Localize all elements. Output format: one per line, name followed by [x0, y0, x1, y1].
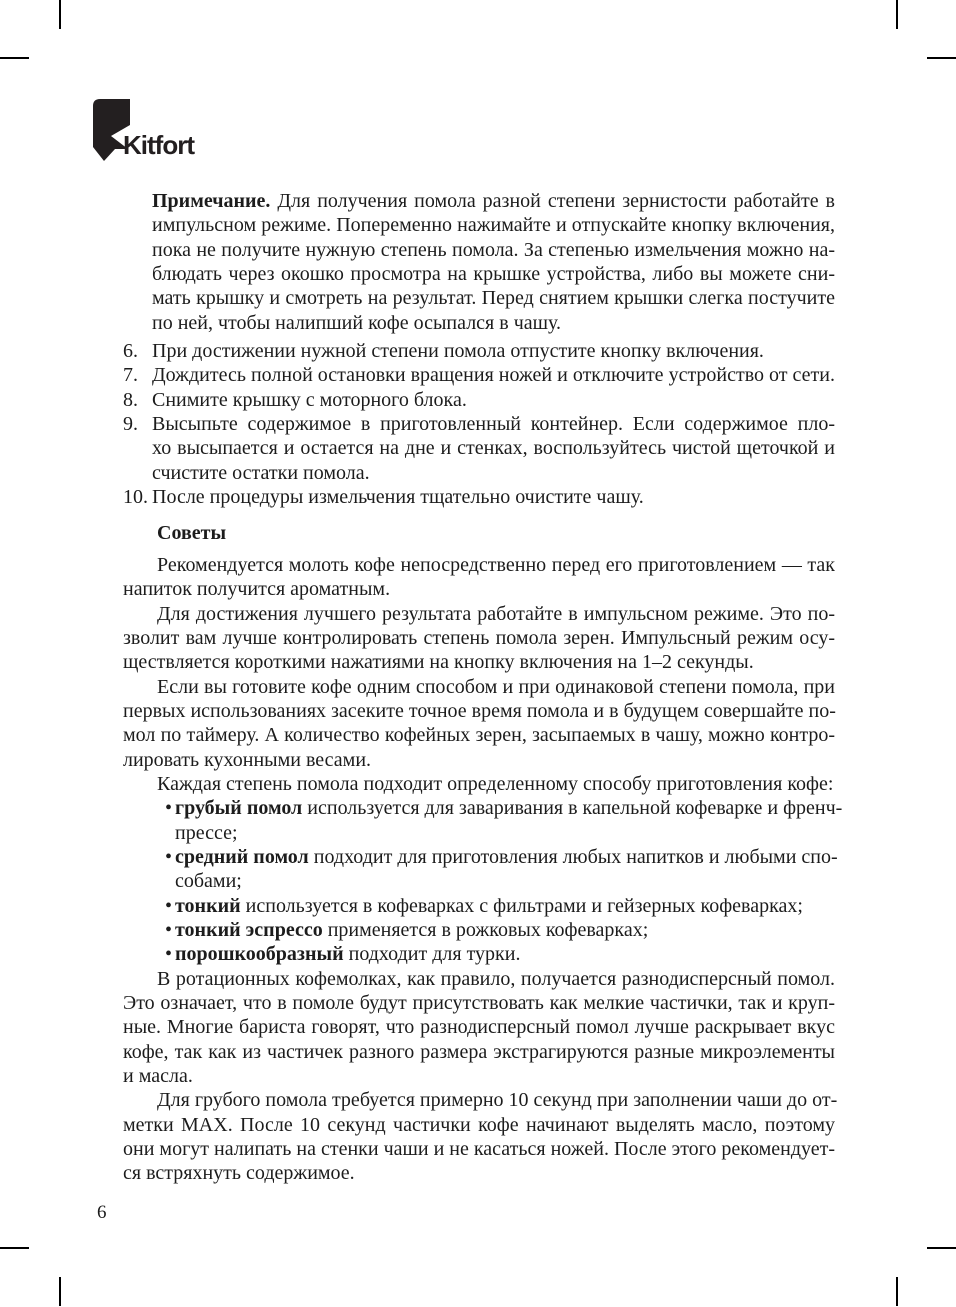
text-line: прессе;: [175, 821, 238, 844]
list-item-number: 6.: [123, 340, 138, 363]
bullet-item: [123, 918, 835, 942]
paragraph: [123, 1088, 838, 1185]
text-line: Каждая степень помола подходит определенному способу приготовления кофе:: [157, 772, 834, 795]
list-item: [123, 363, 835, 387]
bullet-item: [123, 894, 835, 918]
kitfort-logo: [93, 99, 203, 163]
crop-mark-bottom-left-v: [59, 1277, 61, 1306]
text-line: кофе, так как из частичек разного размера экстрагируются разные микроэлементы: [123, 1040, 835, 1063]
paragraph: [123, 967, 835, 1089]
text-line: по ней, чтобы налипший кофе осыпался в чашу.: [152, 311, 562, 334]
list-item-number: 10.: [123, 486, 148, 509]
paragraph: [123, 553, 835, 602]
text-line: первых использованиях засеките точное время помола и в будущем совершайте по-: [123, 699, 836, 722]
numbered-list: [123, 339, 835, 509]
paragraph: [123, 602, 835, 675]
text-line: Дождитесь полной остановки вращения ножей и отключите устройство от сети.: [152, 364, 835, 387]
text-line: тонкий используется в кофеварках с фильтрами и гейзерных кофеварках;: [175, 894, 803, 917]
text-line: лировать кухонными весами.: [123, 748, 372, 771]
text-line: Снимите крышку с моторного блока.: [152, 388, 467, 411]
note-paragraph: [152, 189, 835, 335]
text-line: напиток получится ароматным.: [123, 578, 391, 601]
bullet-list: [123, 796, 843, 966]
text-line: Для грубого помола требуется примерно 10 секунд при заполнении чаши до от-: [157, 1089, 838, 1112]
bullet-item: [123, 942, 835, 966]
list-item: [123, 412, 835, 485]
text-line: После процедуры измельчения тщательно очистите чашу.: [152, 486, 644, 509]
list-item: [123, 485, 835, 509]
bullet-marker-icon: •: [165, 894, 173, 917]
bullet-marker-icon: •: [165, 918, 173, 941]
text-line: порошкообразный подходит для турки.: [175, 943, 521, 966]
text-line: импульсном режиме. Попеременно нажимайте и отпускайте кнопку включения,: [152, 214, 835, 237]
bullet-item: [123, 796, 843, 845]
text-line: ся встряхнуть содержимое.: [123, 1162, 355, 1185]
text-line: ществляется короткими нажатиями на кнопку включения на 1–2 секунды.: [123, 651, 754, 674]
text-line: хо высыпается и остается на дне и стенках, воспользуйтесь чистой щеточкой и: [152, 437, 835, 460]
text-line: Высыпьте содержимое в приготовленный контейнер. Если содержимое пло-: [152, 413, 835, 436]
crop-mark-top-left-h: [0, 57, 29, 59]
text-line: собами;: [175, 870, 242, 893]
crop-mark-bottom-right-h: [927, 1247, 956, 1249]
section-heading: Советы: [157, 522, 227, 545]
bullet-marker-icon: •: [165, 845, 173, 868]
crop-mark-top-left-v: [59, 0, 61, 29]
tips-paragraphs-after: [123, 967, 838, 1186]
text-line: При достижении нужной степени помола отпустите кнопку включения.: [152, 340, 764, 363]
text-line: они могут налипать на стенки чаши и не касаться ножей. После этого рекомендует-: [123, 1138, 836, 1161]
list-item-number: 7.: [123, 364, 138, 387]
text-line: Примечание. Для получения помола разной степени зернистости работайте в: [152, 190, 835, 212]
text-line: зволит вам лучше контролировать степень помола зерен. Импульсный режим осу-: [123, 626, 835, 649]
text-line: мать крышку и смотреть на результат. Перед снятием крышки слегка постучите: [152, 287, 835, 310]
text-line: грубый помол используется для заваривания в капельной кофеварке и френч-: [175, 797, 843, 820]
text-line: Рекомендуется молоть кофе непосредственно перед его приготовлением — так: [157, 553, 835, 576]
bullet-marker-icon: •: [165, 943, 173, 966]
text-line: средний помол подходит для приготовления любых напитков и любыми спо-: [175, 845, 838, 868]
crop-mark-top-right-v: [896, 0, 898, 29]
list-item: [123, 339, 835, 363]
bullet-item: [123, 845, 838, 894]
text-line: блюдать через окошко просмотра на крышке устройства, либо вы можете сни-: [152, 263, 835, 286]
list-item-number: 9.: [123, 413, 138, 436]
tips-paragraphs: [123, 553, 835, 796]
page-number: 6: [97, 1202, 107, 1223]
text-line: Если вы готовите кофе одним способом и при одинаковой степени помола, при: [157, 675, 835, 698]
text-line: Для достижения лучшего результата работайте в импульсном режиме. Это по-: [157, 602, 835, 625]
text-line: ные. Многие бариста говорят, что разнодисперсный помол лучше раскрывает вкус: [123, 1016, 835, 1039]
text-line: счистите остатки помола.: [152, 461, 370, 484]
text-line: Это означает, что в помоле будут присутствовать как мелкие частички, так и круп-: [123, 992, 835, 1014]
crop-mark-bottom-left-h: [0, 1247, 29, 1249]
text-line: пока не получите нужную степень помола. За степенью измельчения можно на-: [152, 238, 835, 261]
list-item-number: 8.: [123, 388, 138, 411]
crop-mark-top-right-h: [927, 57, 956, 59]
brand-wordmark: Kitfort: [123, 130, 194, 160]
text-line: и масла.: [123, 1065, 193, 1088]
paragraph: [123, 772, 835, 796]
text-line: метки MAX. После 10 секунд частички кофе начинают выделять масло, поэтому: [123, 1113, 835, 1136]
bullet-marker-icon: •: [165, 797, 173, 820]
crop-mark-bottom-right-v: [896, 1277, 898, 1306]
text-column: [123, 189, 843, 1186]
paragraph: [123, 675, 835, 772]
text-line: мол по таймеру. А количество кофейных зерен, засыпаемых в чашу, можно контро-: [123, 724, 835, 747]
list-item: [123, 388, 835, 412]
text-line: тонкий эспрессо применяется в рожковых кофеварках;: [175, 918, 649, 941]
text-line: В ротационных кофемолках, как правило, получается разнодисперсный помол.: [157, 967, 835, 990]
